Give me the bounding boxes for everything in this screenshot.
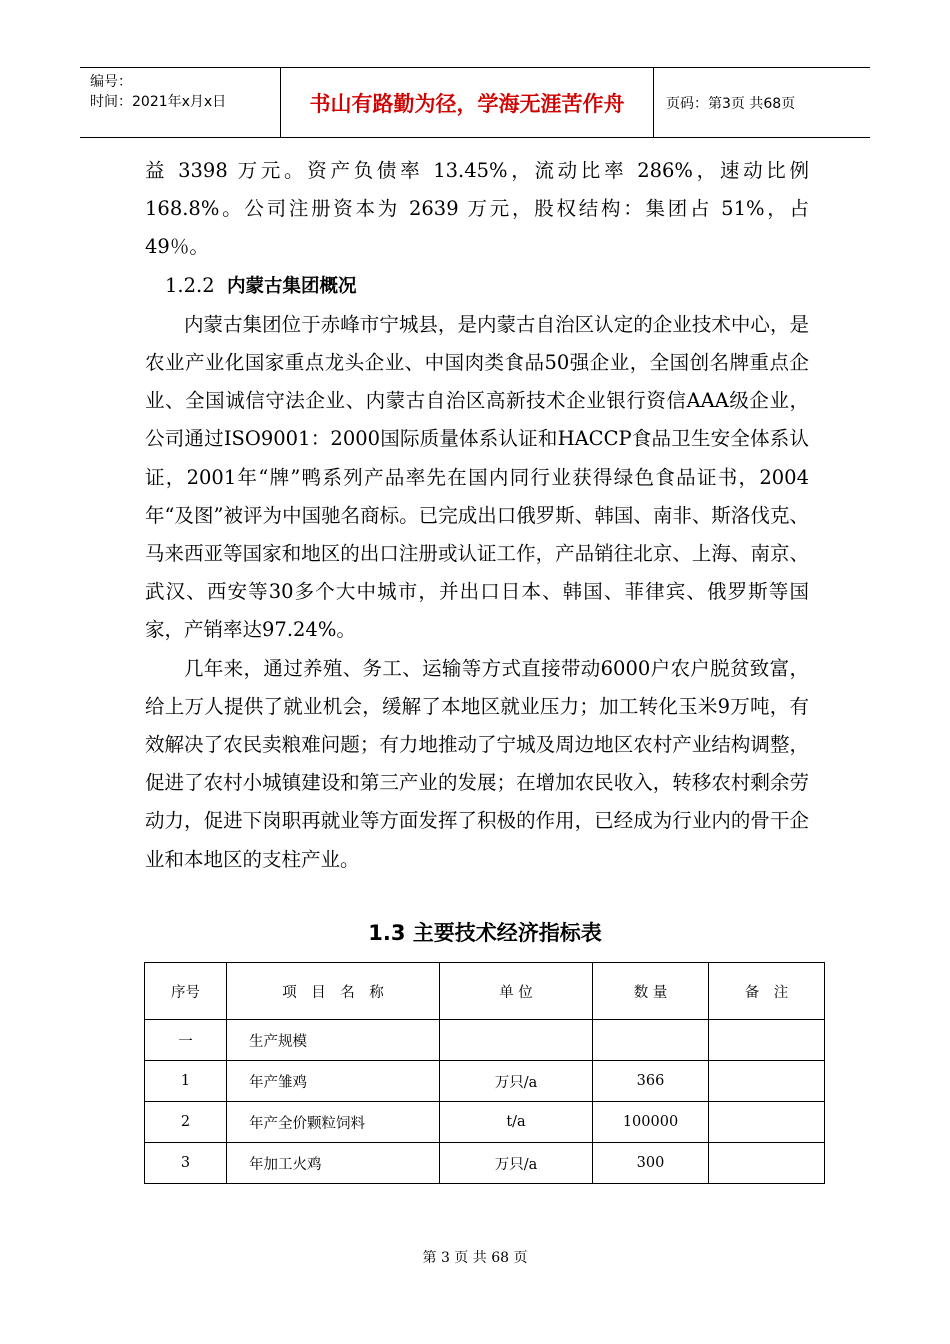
header-motto: 书山有路勤为径，学海无涯苦作舟	[281, 68, 654, 137]
document-number-label: 编号：	[90, 74, 132, 90]
table-cell: t/a	[440, 1102, 593, 1143]
table-cell	[709, 1061, 825, 1102]
table-cell: 年加工火鸡	[227, 1143, 440, 1184]
table-row	[145, 1143, 825, 1184]
section-heading	[145, 267, 809, 306]
table-cell: 万只/a	[440, 1143, 593, 1184]
table-header-cell: 项 目 名 称	[227, 963, 440, 1020]
section-title: 内蒙古集团概况	[227, 275, 357, 297]
table-header-cell: 备 注	[709, 963, 825, 1020]
table-header-cell: 数 量	[593, 963, 709, 1020]
table-cell: 年产雏鸡	[227, 1061, 440, 1102]
document-time-label: 时间：2021年x月x日	[90, 94, 227, 110]
table-cell	[709, 1102, 825, 1143]
table-cell: 366	[593, 1061, 709, 1102]
table-row	[145, 1102, 825, 1143]
table-cell: 年产全价颗粒饲料	[227, 1102, 440, 1143]
table-row	[145, 1061, 825, 1102]
table-header-cell: 序号	[145, 963, 227, 1020]
table-cell	[709, 1020, 825, 1061]
table-cell	[440, 1020, 593, 1061]
table-cell	[709, 1143, 825, 1184]
table-cell: 1	[145, 1061, 227, 1102]
table-cell: 2	[145, 1102, 227, 1143]
paragraph-overview: 内蒙古集团位于赤峰市宁城县，是内蒙古自治区认定的企业技术中心，是农业产业化国家重点龙头企业、中国肉类食品50强企业，全国创名牌重点企业、全国诚信守法企业、内蒙古自治区高新技术企业银行资信AAA级企业，公司通过ISO9001：2000国际质量体系认证和HACCP食品卫生安全体系认证，2001年“牌”鸭系列产品率先在国内同行业获得绿色食品证书，2004年“及图”被评为中国驰名商标。已完成出口俄罗斯、韩国、南非、斯洛伐克、马来西亚等国家和地区的出口注册或认证工作，产品销往北京、上海、南京、武汉、西安等30多个大中城市，并出口日本、韩国、菲律宾、俄罗斯等国家，产销率达97.24%。	[145, 312, 809, 642]
table-title: 1.3 主要技术经济指标表	[368, 921, 602, 945]
header-meta	[80, 68, 281, 137]
document-body	[145, 152, 809, 879]
indicators-table	[144, 962, 825, 1184]
table-cell: 300	[593, 1143, 709, 1184]
paragraph-impact: 几年来，通过养殖、务工、运输等方式直接带动6000户农户脱贫致富，给上万人提供了就业机会，缓解了本地区就业压力；加工转化玉米9万吨，有效解决了农民卖粮难问题；有力地推动了宁城及周边地区农村产业结构调整，促进了农村小城镇建设和第三产业的发展；在增加农民收入，转移农村剩余劳动力，促进下岗职再就业等方面发挥了积极的作用，已经成为行业内的骨干企业和本地区的支柱产业。	[145, 656, 809, 871]
table-cell: 100000	[593, 1102, 709, 1143]
page-header	[80, 67, 870, 138]
table-header-cell: 单 位	[440, 963, 593, 1020]
table-cell: 3	[145, 1143, 227, 1184]
header-page-number: 页码：第3页 共68页	[666, 95, 796, 112]
table-cell	[593, 1020, 709, 1061]
table-cell: 万只/a	[440, 1061, 593, 1102]
table-header-row	[145, 963, 825, 1020]
table-cell: 一	[145, 1020, 227, 1061]
paragraph-continued: 益 3398 万元。资产负债率 13.45%，流动比率 286%，速动比例 168.8%。公司注册资本为 2639 万元，股权结构：集团占 51%，占 49％。	[145, 159, 809, 259]
section-number: 1.2.2	[165, 273, 215, 297]
table-cell: 生产规模	[227, 1020, 440, 1061]
table-row	[145, 1020, 825, 1061]
page-footer: 第 3 页 共 68 页	[422, 1250, 528, 1266]
